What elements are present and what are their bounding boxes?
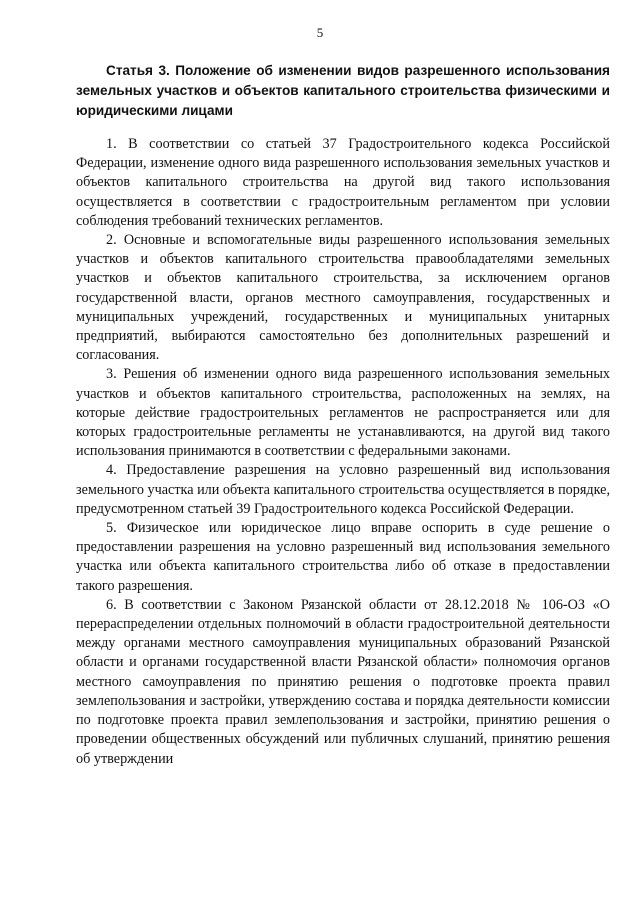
paragraph-1: 1. В соответствии со статьей 37 Градостроительного кодекса Российской Федерации, изменение одного вида разрешенного использования земельных участков и объектов капитального строительства на другой вид такого использования осуществляется в соответствии с градостроительным регламентом при условии соблюдения требований технических регламентов. <box>76 136 610 229</box>
article-heading: Статья 3. Положение об изменении видов разрешенного использования земельных участков и объектов капитального строительства физическими и юридическими лицами <box>76 63 610 118</box>
page-number: 5 <box>316 25 324 40</box>
page-content <box>76 61 610 769</box>
paragraph-4: 4. Предоставление разрешения на условно разрешенный вид использования земельного участка или объекта капитального строительства осуществляется в порядке, предусмотренном статьей 39 Градостроительного кодекса Российской Федерации. <box>76 462 610 517</box>
paragraph-6: 6. В соответствии с Законом Рязанской области от 28.12.2018 № 106-ОЗ «О перераспределении отдельных полномочий в области градостроительной деятельности между органами местного самоуправления муниципальных образований Рязанской области и органами государственной власти Рязанской области» полномочия органов местного самоуправления по принятию решения о подготовке проекта правил землепользования и застройки, утверждению состава и порядка деятельности комиссии по подготовке проекта правил землепользования и застройки, принятию решения о проведении общественных обсуждений или публичных слушаний, принятию решения об утверждении <box>76 596 610 767</box>
paragraph-5: 5. Физическое или юридическое лицо вправе оспорить в суде решение о предоставлении разрешения на условно разрешенный вид использования земельного участка или объекта капитального строительства либо об отказе в предоставлении такого разрешения. <box>76 520 610 594</box>
paragraph-3: 3. Решения об изменении одного вида разрешенного использования земельных участков и объектов капитального строительства, расположенных на землях, на которые действие градостроительных регламентов не распространяется или для которых градостроительные регламенты не устанавливаются, на другой вид такого использования принимаются в соответствии с федеральными законами. <box>76 366 610 460</box>
paragraph-2: 2. Основные и вспомогательные виды разрешенного использования земельных участков и объектов капитального строительства правообладателями земельных участков и объектов капитального строительства, за исключением органов государственной власти, органов местного самоуправления, государственных и муниципальных учреждений, государственных и муниципальных унитарных предприятий, выбираются самостоятельно без дополнительных разрешений и согласования. <box>76 232 610 364</box>
